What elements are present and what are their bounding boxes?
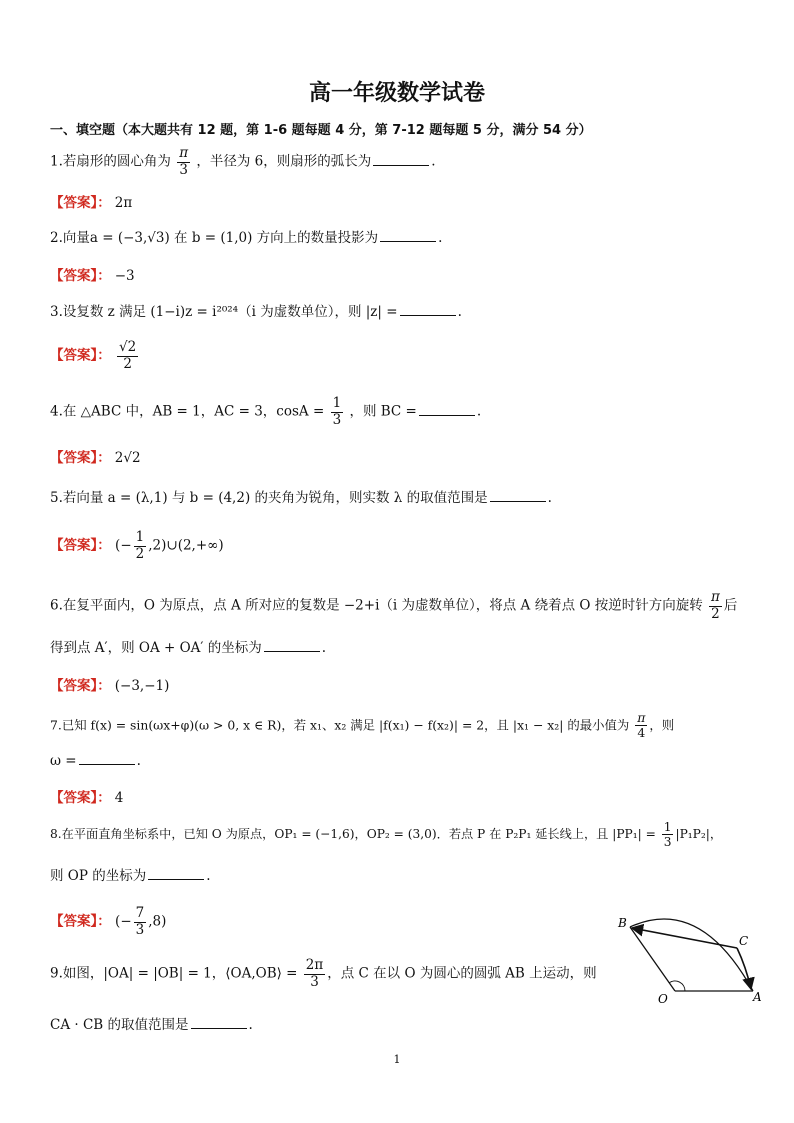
segment-ob xyxy=(630,927,675,991)
question-8-line-1 xyxy=(50,820,722,849)
answer-tag: 【答案】： xyxy=(50,678,111,694)
fraction-numerator: 1 xyxy=(332,395,342,411)
question-2 xyxy=(50,226,442,246)
question-9-line-2 xyxy=(50,1013,253,1033)
fraction-denominator: 3 xyxy=(663,835,672,850)
fraction-numerator: 7 xyxy=(135,905,145,921)
question-3-end: . xyxy=(457,304,462,320)
page-number: 1 xyxy=(393,1053,401,1066)
fraction-numerator: 1 xyxy=(663,820,672,834)
answer-8-pre: (− xyxy=(115,913,132,930)
answer-tag: 【答案】： xyxy=(50,268,111,284)
label-c: C xyxy=(739,934,749,948)
question-5 xyxy=(50,486,552,506)
answer-blank xyxy=(79,753,135,765)
question-8-end: . xyxy=(206,868,211,884)
answer-tag: 【答案】： xyxy=(50,347,111,364)
question-2-pre: 2.向量 xyxy=(50,230,90,246)
answer-blank xyxy=(380,230,436,242)
question-1 xyxy=(50,146,436,178)
answer-5 xyxy=(50,530,224,562)
question-9-text: 9.如图，|OA| = |OB| = 1，⟨OA,OB⟩ = xyxy=(50,965,298,982)
section-heading: 一、填空题（本大题共有 12 题，第 1-6 题每题 4 分，第 7-12 题每题 5 分，满分 54 分） xyxy=(50,123,592,138)
answer-8-fraction xyxy=(134,906,147,938)
answer-2 xyxy=(50,264,135,284)
answer-5-fraction xyxy=(134,530,147,562)
answer-5-post: ,2)∪(2,+∞) xyxy=(148,537,224,554)
question-2-text: a = (−3,√3) 在 b = (1,0) 方向上的数量投影为 xyxy=(89,230,379,246)
answer-blank xyxy=(191,1017,247,1029)
fraction-denominator: 2 xyxy=(135,545,145,562)
question-7-line-2 xyxy=(50,753,141,769)
question-8-text: 8.在平面直角坐标系中，已知 O 为原点，OP₁ = (−1,6)，OP₂ = (3,0)．若点 P 在 P₂P₁ 延长线上，且 |PP₁| = xyxy=(50,827,656,842)
answer-5-pre: (− xyxy=(115,537,132,554)
question-4-post: ，则 BC = xyxy=(349,403,417,420)
question-1-end: . xyxy=(431,153,436,170)
question-4-pre: 4.在 △ABC 中，AB = 1，AC = 3，cosA = xyxy=(50,403,325,420)
question-6-line-2 xyxy=(50,636,326,656)
question-8-line-end: |P₁P₂|， xyxy=(675,827,723,842)
answer-2-value: −3 xyxy=(114,268,135,284)
fraction-denominator: 3 xyxy=(310,973,319,990)
arc-ab xyxy=(630,919,753,991)
question-6-fraction xyxy=(709,590,722,622)
label-o: O xyxy=(658,992,668,1006)
question-7-text-2: ω = xyxy=(50,753,77,769)
question-9-fraction xyxy=(304,958,325,990)
fraction-denominator: 2 xyxy=(711,605,720,622)
answer-blank xyxy=(373,154,429,166)
question-7-line-1 xyxy=(50,711,674,741)
question-9-text-2: CA · CB 的取值范围是 xyxy=(50,1017,189,1033)
question-8-text-2: 则 OP 的坐标为 xyxy=(50,868,147,884)
answer-6 xyxy=(50,674,169,694)
fraction-numerator: π xyxy=(711,589,720,605)
question-9-line-1 xyxy=(50,958,597,990)
question-4 xyxy=(50,396,481,428)
question-1-pre: 1.若扇形的圆心角为 xyxy=(50,153,171,170)
question-8-fraction xyxy=(662,820,674,849)
fraction-denominator: 3 xyxy=(135,921,145,938)
fraction-denominator: 3 xyxy=(179,161,188,178)
question-7-text: 7.已知 f(x) = sin(ωx+φ)(ω > 0, x ∈ R)，若 x₁、x₂ 满足 |f(x₁) − f(x₂)| = 2，且 |x₁ − x₂| 的最小值为 xyxy=(50,717,630,733)
answer-tag: 【答案】： xyxy=(50,537,111,554)
question-1-post: ，半径为 6，则扇形的弧长为 xyxy=(196,153,372,170)
answer-tag: 【答案】： xyxy=(50,790,111,806)
fraction-denominator: 3 xyxy=(332,411,342,428)
question-2-end: . xyxy=(438,230,443,246)
question-6-line-1 xyxy=(50,590,737,622)
question-7-end: . xyxy=(136,753,141,769)
answer-blank xyxy=(419,404,475,416)
question-6-text: 6.在复平面内，O 为原点，点 A 所对应的复数是 −2+i（i 为虚数单位），将点 A 绕着点 O 按逆时针方向旋转 xyxy=(50,597,703,614)
answer-8 xyxy=(50,906,166,938)
question-6-end: . xyxy=(321,640,327,656)
fraction-numerator: π xyxy=(637,710,646,725)
question-8-line-2 xyxy=(50,864,211,884)
question-9-text-post: ，点 C 在以 O 为圆心的圆弧 AB 上运动，则 xyxy=(327,965,597,982)
answer-blank xyxy=(400,304,456,316)
question-1-fraction xyxy=(177,146,190,178)
fraction-denominator: 4 xyxy=(637,725,646,741)
answer-1 xyxy=(50,191,132,211)
answer-tag: 【答案】： xyxy=(50,195,111,211)
question-4-end: . xyxy=(476,403,482,420)
answer-6-value: (−3,−1) xyxy=(114,678,170,694)
fraction-numerator: 1 xyxy=(135,529,145,545)
answer-tag: 【答案】： xyxy=(50,913,111,930)
question-6-line-end: 后 xyxy=(723,597,738,614)
answer-7 xyxy=(50,786,123,806)
fraction-denominator: 2 xyxy=(123,355,132,372)
answer-tag: 【答案】： xyxy=(50,450,111,466)
question-3-text: 3.设复数 z 满足 (1−i)z = i²⁰²⁴（i 为虚数单位），则 |z| = xyxy=(50,304,398,320)
label-b: B xyxy=(618,916,627,930)
vector-cb xyxy=(632,928,737,948)
answer-blank xyxy=(490,490,546,502)
question-7-fraction xyxy=(635,711,647,741)
answer-blank xyxy=(264,640,320,652)
fraction-numerator: 2π xyxy=(305,957,324,973)
answer-3 xyxy=(50,340,140,372)
question-7-line-end: ，则 xyxy=(649,717,675,733)
question-4-fraction xyxy=(331,396,344,428)
fraction-numerator: √2 xyxy=(119,339,137,355)
answer-3-fraction xyxy=(117,340,138,372)
answer-8-post: ,8) xyxy=(148,913,167,930)
answer-7-value: 4 xyxy=(114,790,124,806)
answer-4 xyxy=(50,446,141,466)
arc-figure xyxy=(600,905,780,1015)
label-a: A xyxy=(753,990,762,1004)
fraction-numerator: π xyxy=(179,145,189,161)
question-5-text: 5.若向量 a = (λ,1) 与 b = (4,2) 的夹角为锐角，则实数 λ 的取值范围是 xyxy=(50,490,488,506)
answer-blank xyxy=(148,868,204,880)
answer-4-value: 2√2 xyxy=(114,450,141,466)
question-9-end: . xyxy=(248,1017,253,1033)
question-5-end: . xyxy=(547,490,552,506)
question-3 xyxy=(50,300,462,320)
question-6-text-2: 得到点 A′，则 OA + OA′ 的坐标为 xyxy=(50,640,262,656)
page-title: 高一年级数学试卷 xyxy=(308,81,485,106)
answer-1-value: 2π xyxy=(114,195,133,211)
